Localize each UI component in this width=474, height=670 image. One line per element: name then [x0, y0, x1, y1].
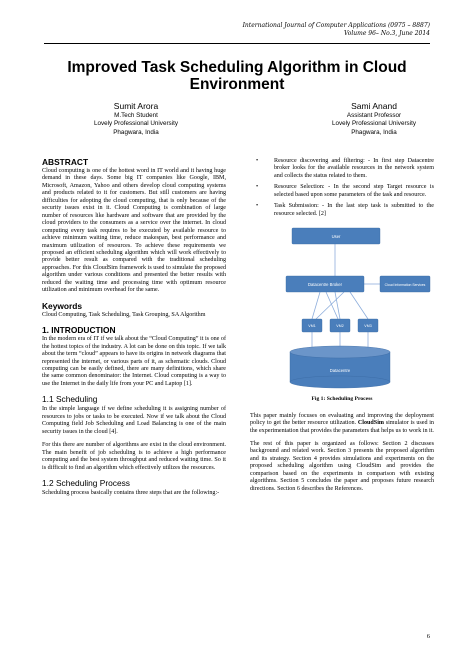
introduction-text: In the modern era of IT if we talk about the “Cloud Computing” it is one of the hottest topics of the industry. A lot can be done on this topic. If we talk about the term “cloud” appears to have its origins in network diagrams that represented the internet, or various parts of it, as schematic clouds. Cloud computing can be easily defined, there are many definitions, which share the same common denominator: the Internet. Cloud computing is a way to use the Internet in the daily life from your PC and Laptop [1].: [42, 336, 226, 387]
scheduling-paragraph-2: For this there are number of algorithms are exist in the cloud environment. The main benefit of job scheduling is to achieve a high performance computing and the best system throughput and reduced waiting time. So it is difficult to find an algorithm which effectively utilizes the resources.: [42, 442, 226, 471]
connector-broker-vm1: [312, 292, 320, 319]
page-number: 6: [426, 633, 430, 640]
cloudsim-term: CloudSim: [357, 420, 384, 427]
para1-tail: simulator is used in the experimentation that provides the parameters that helps us to work in it.: [250, 420, 434, 434]
list-item: [250, 203, 434, 218]
author-role: M.Tech Student: [114, 112, 158, 119]
connector-broker-vm3-b: [316, 292, 344, 319]
step-text: Task Submission: - In the last step task is submitted to the resource selected. [2]: [274, 203, 434, 217]
para1-lead: This paper mainly focuses on evaluating and improving the deployment policy to get the better resource utilization.: [250, 412, 434, 427]
vm3-label: VM3: [364, 324, 372, 329]
keywords-text: Cloud Computing, Task Scheduling, Task Grouping, SA Algorithm: [42, 311, 206, 318]
scheduling-diagram: [250, 224, 434, 392]
datacentre-top: [290, 346, 390, 358]
scheduling-process-text: Scheduling process basically contains three steps that are the following:-: [42, 489, 220, 496]
author-location: Phagwara, India: [113, 128, 159, 136]
user-label: User: [331, 234, 341, 240]
author-location: Phagwara, India: [351, 128, 397, 136]
steps-list: [250, 158, 434, 218]
right-column: [250, 158, 434, 499]
list-item: [250, 158, 434, 180]
figure-caption: Fig 1: Scheduling Process: [311, 396, 373, 403]
author-role: Assistant Professor: [346, 112, 402, 119]
scheduling-paragraph-1: In the simple language if we define scheduling it is assigning number of resources to jobs or tasks to be executed. Now if we talk about the Cloud Computing field Job Scheduling and Load Balancing is one of the main security issues in the cloud [4].: [42, 406, 226, 435]
author-block-2: [279, 101, 469, 137]
bullet-icon: •: [256, 184, 259, 191]
author-affiliation: Lovely Professional University: [332, 120, 416, 128]
step-text: Resource discovering and filtering: - In first step Datacentre broker looks for the available resources in the network system and collects the status related to them.: [274, 158, 434, 179]
journal-volume: Volume 96– No.3, June 2014: [343, 30, 430, 37]
journal-header: [243, 22, 430, 38]
diagram-connectors: [312, 244, 380, 348]
introduction-heading: 1. INTRODUCTION: [42, 325, 116, 336]
journal-name: International Journal of Computer Applications (0975 – 8887): [242, 22, 430, 29]
bullet-icon: •: [256, 203, 259, 210]
left-column: [42, 157, 226, 503]
scheduling-figure: [250, 224, 434, 392]
vm1-label: VM1: [308, 324, 316, 329]
step-text: Resource Selection: - In the second step Target resource is selected based upon some parameters of the task and resource.: [274, 184, 434, 198]
datacentre-label: Datacentre: [329, 368, 351, 374]
cis-label: Cloud Information Services: [384, 283, 426, 288]
keywords-heading: Keywords: [42, 300, 83, 311]
author-block-1: [41, 101, 231, 137]
author-name: Sumit Arora: [113, 101, 159, 111]
connector-broker-vm1-b: [326, 292, 338, 319]
datacentre-cylinder: [290, 346, 390, 388]
broker-label: Datacentre Broker: [308, 282, 342, 288]
connector-broker-vm3: [350, 292, 368, 319]
scheduling-process-heading: 1.2 Scheduling Process: [42, 477, 130, 488]
right-paragraph-1: [250, 413, 434, 435]
vm2-label: VM2: [336, 324, 344, 329]
datacentre-bottom: [290, 376, 390, 388]
author-name: Sami Anand: [351, 101, 397, 111]
bullet-icon: •: [256, 158, 259, 164]
abstract-text: Cloud computing is one of the hottest word in IT world and it having huge demand in these days. Some big IT companies like Google, IBM, Microsoft, Amazon, Yahoo and others develop cloud computing systems and products related to it for customers. But still customers are having difficulties for adopting the cloud computing, that is only because of the security issues exist in it. Cloud Computing is combination of large number of resources like hardware and software that are provided by the cloud providers to the consumers as a service over the internet. In cloud computing every task requires to be executed by available resource to achieve minimum waiting time, reduce makespan, best performance and maximum utilization of resources. To achieve these requirements we proposed an efficient scheduling algorithm which will work effectively to provide better result as compared with the traditional scheduling approaches. For this CloudSim framework is used to simulate the proposed algorithm under various conditions and presented the better results with reduced the waiting time and processing time with optimum resource utilization and minimum overhead for the same.: [42, 168, 226, 294]
paper-title: Improved Task Scheduling Algorithm in Cloud Environment: [67, 59, 407, 93]
list-item: [250, 184, 434, 199]
scheduling-heading: 1.1 Scheduling: [42, 394, 98, 405]
abstract-heading: ABSTRACT: [42, 157, 89, 167]
header-rule: [44, 43, 430, 44]
author-affiliation: Lovely Professional University: [94, 120, 178, 128]
right-paragraph-2: The rest of this paper is organized as follows: Section 2 discusses background and related work. Section 3 presents the proposed algorithm and its strategy. Section 4 provides simulations and experiments on the proposed scheduling algorithm using CloudSim and provides the comparison based on the experiments in comparison with existing algorithms. Section 5 concludes the paper and proposes future research directions. Section 6 describes the References.: [250, 440, 434, 492]
